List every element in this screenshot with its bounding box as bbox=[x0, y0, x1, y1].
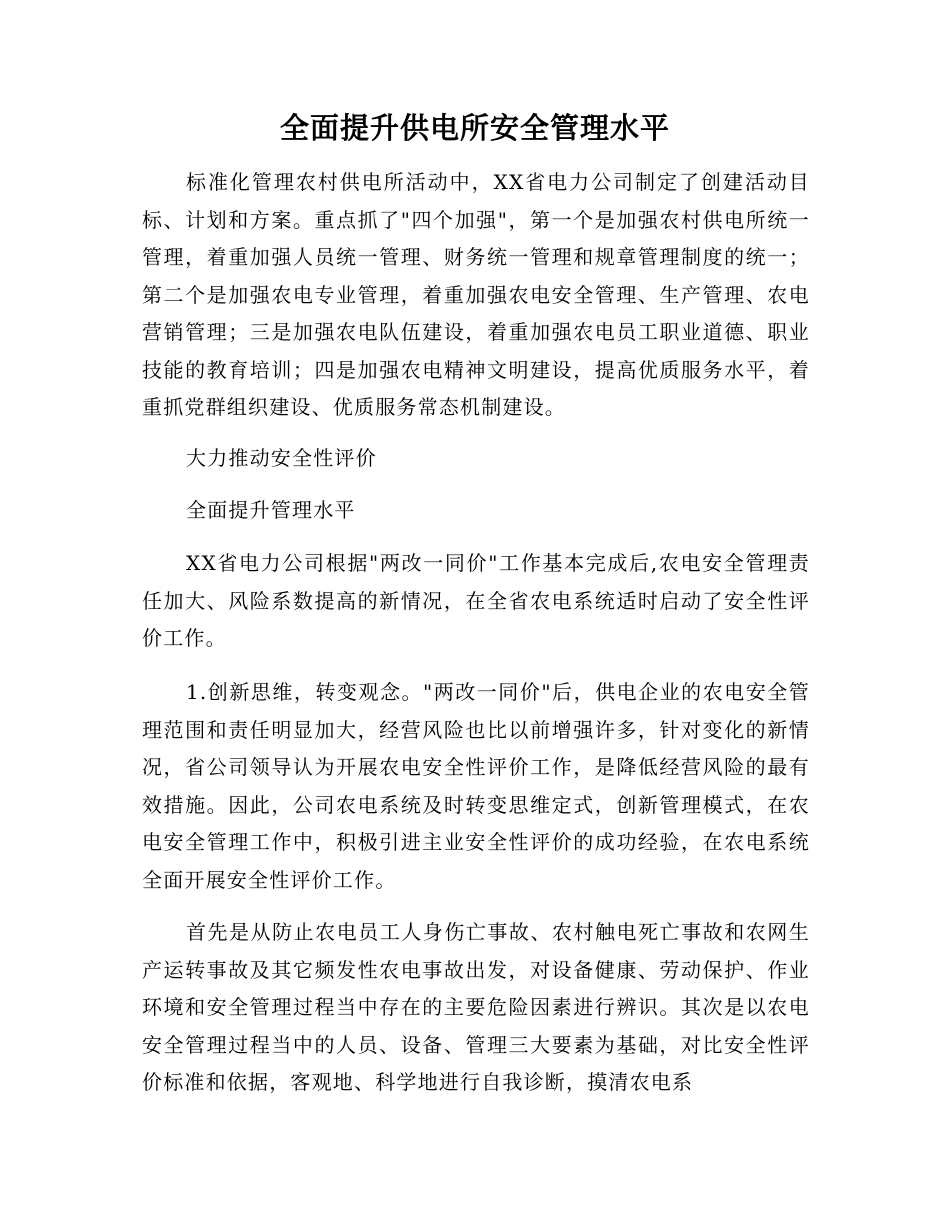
document-title: 全面提升供电所安全管理水平 bbox=[279, 111, 670, 145]
paragraph-safety-evaluation-launch: XX省电力公司根据"两改一同价"工作基本完成后,农电安全管理责任加大、风险系数提高的新情况，在全省农电系统适时启动了安全性评价工作。 bbox=[142, 551, 810, 650]
paragraph-creation-activity: 标准化管理农村供电所活动中，XX省电力公司制定了创建活动目标、计划和方案。重点抓了"四个加强"，第一个是加强农村供电所统一管理，着重加强人员统一管理、财务统一管理和规章管理制度的统一；第二个是加强农电专业管理，着重加强农电安全管理、生产管理、农电营销管理；三是加强农电队伍建设，着重加强农电员工职业道德、职业技能的教育培训；四是加强农电精神文明建设，提高优质服务水平，着重抓党群组织建设、优质服务常态机制建设。 bbox=[142, 170, 810, 419]
paragraph-risk-identification: 首先是从防止农电员工人身伤亡事故、农村触电死亡事故和农网生产运转事故及其它频发性农电事故出发，对设备健康、劳动保护、作业环境和安全管理过程当中存在的主要危险因素进行辨识。其次是以农电安全管理过程当中的人员、设备、管理三大要素为基础，对比安全性评价标准和依据，客观地、科学地进行自我诊断，摸清农电系 bbox=[142, 920, 810, 1094]
paragraph-innovation-thinking: 1.创新思维，转变观念。"两改一同价"后，供电企业的农电安全管理范围和责任明显加大，经营风险也比以前增强许多，针对变化的新情况，省公司领导认为开展农电安全性评价工作，是降低经营风险的最有效措施。因此，公司农电系统及时转变思维定式，创新管理模式，在农电安全管理工作中，积极引进主业安全性评价的成功经验，在农电系统全面开展安全性评价工作。 bbox=[142, 680, 810, 892]
subheading-safety-evaluation: 大力推动安全性评价 bbox=[186, 446, 377, 470]
subheading-management-level: 全面提升管理水平 bbox=[186, 498, 356, 522]
